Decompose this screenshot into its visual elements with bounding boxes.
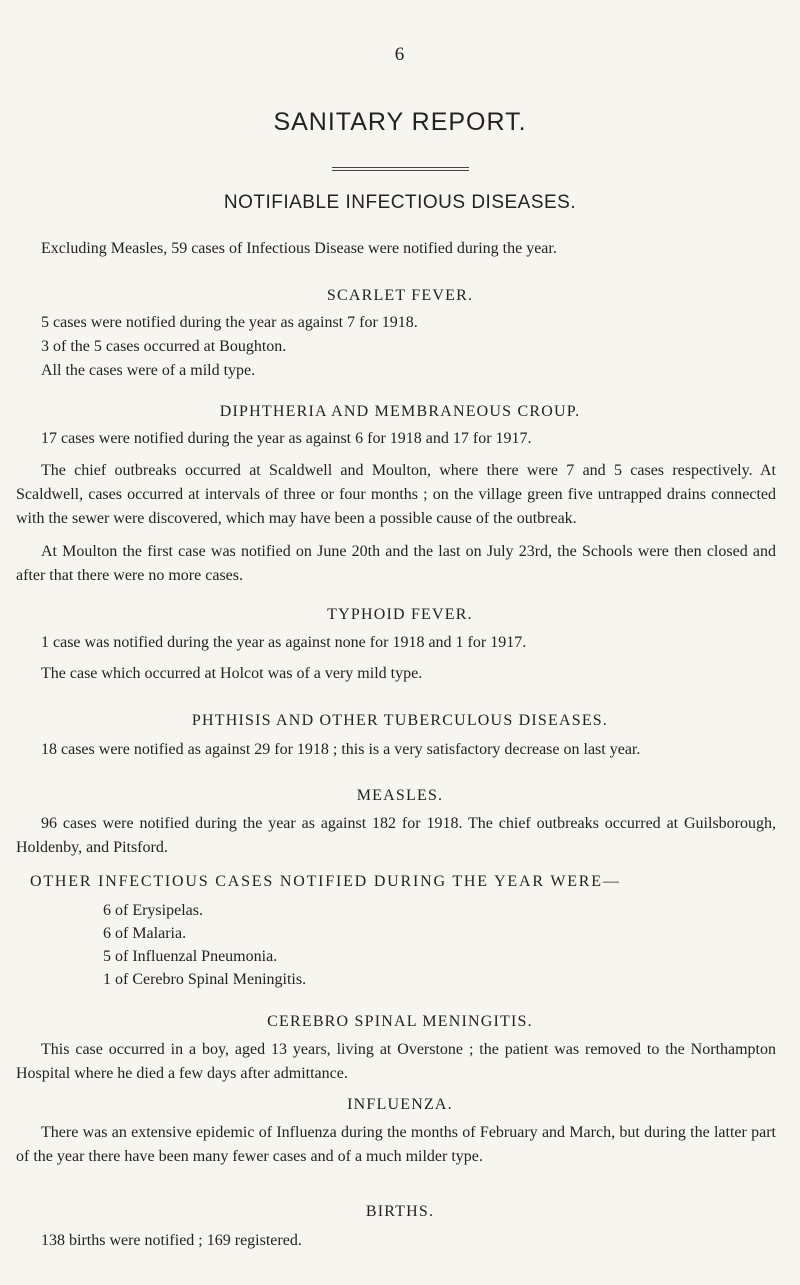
scarlet-line: 5 cases were notified during the year as against 7 for 1918. [41,314,418,331]
title-rule-bottom [332,170,469,171]
diphtheria-para1-text: The chief outbreaks occurred at Scaldwell and Moulton, where there were 7 and 5 cases respectively. At Scaldwell, cases occurred at intervals of three or four months ; on the village green five untrapped drains connected with the sewer were discovered, which may have been a possible cause of the outbreak. [16,462,776,527]
births-heading: BIRTHS. [365,1203,435,1220]
scarlet-line: 3 of the 5 cases occurred at Boughton. [41,338,287,355]
other-list-item: 1 of Cerebro Spinal Meningitis. [103,971,307,988]
typhoid-line1: 1 case was notified during the year as against none for 1918 and 1 for 1917. [41,634,527,651]
typhoid-line2: The case which occurred at Holcot was of a very mild type. [41,665,423,682]
other-list-item: 5 of Influenzal Pneumonia. [103,948,278,965]
phthisis-section [16,738,776,762]
typhoid-section-2 [16,662,776,686]
main-heading: NOTIFIABLE INFECTIOUS DISEASES. [223,192,577,213]
title-rule-top [332,167,469,168]
intro-paragraph [16,237,776,261]
measles-heading: MEASLES. [356,787,444,804]
diphtheria-paragraph-1 [16,459,776,531]
influenza-section [16,1121,776,1169]
influenza-para: There was an extensive epidemic of Influenza during the months of February and March, but during the latter part of the year there have been many fewer cases and of a much milder type. [16,1124,776,1165]
typhoid-heading: TYPHOID FEVER. [327,606,473,623]
other-list-item: 6 of Erysipelas. [103,902,203,919]
intro-text: Excluding Measles, 59 cases of Infectious Disease were notified during the year. [41,240,557,257]
diphtheria-heading: DIPHTHERIA AND MEMBRANEOUS CROUP. [219,403,581,420]
other-list-item: 6 of Malaria. [103,925,187,942]
cerebro-section [16,1038,776,1086]
phthisis-heading: PHTHISIS AND OTHER TUBERCULOUS DISEASES. [191,712,609,729]
measles-section [16,812,776,860]
diphtheria-paragraph-2 [16,540,776,588]
scarlet-section [16,311,776,383]
diphtheria-line-text: 17 cases were notified during the year as against 6 for 1918 and 17 for 1917. [41,430,532,447]
measles-para: 96 cases were notified during the year as against 182 for 1918. The chief outbreaks occurred at Guilsborough, Holdenby, and Pitsford. [16,815,776,856]
scarlet-heading: SCARLET FEVER. [326,287,474,304]
phthisis-para: 18 cases were notified as against 29 for 1918 ; this is a very satisfactory decrease on last year. [41,741,641,758]
cerebro-heading: CEREBRO SPINAL MENINGITIS. [267,1013,533,1030]
diphtheria-para2-text: At Moulton the first case was notified on June 20th and the last on July 23rd, the Schools were then closed and after that there were no more cases. [16,543,776,584]
births-section [16,1229,776,1253]
report-title: SANITARY REPORT. [273,108,527,136]
diphtheria-line [16,427,776,451]
cerebro-para: This case occurred in a boy, aged 13 years, living at Overstone ; the patient was removed to the Northampton Hospital where he died a few days after admittance. [16,1041,776,1082]
births-line: 138 births were notified ; 169 registered. [41,1232,302,1249]
scarlet-line: All the cases were of a mild type. [41,362,256,379]
other-heading: OTHER INFECTIOUS CASES NOTIFIED DURING THE YEAR WERE— [30,873,621,890]
other-heading-block [30,870,770,894]
influenza-heading: INFLUENZA. [347,1096,453,1113]
typhoid-section [16,631,776,655]
page-number: 6 [394,44,406,65]
